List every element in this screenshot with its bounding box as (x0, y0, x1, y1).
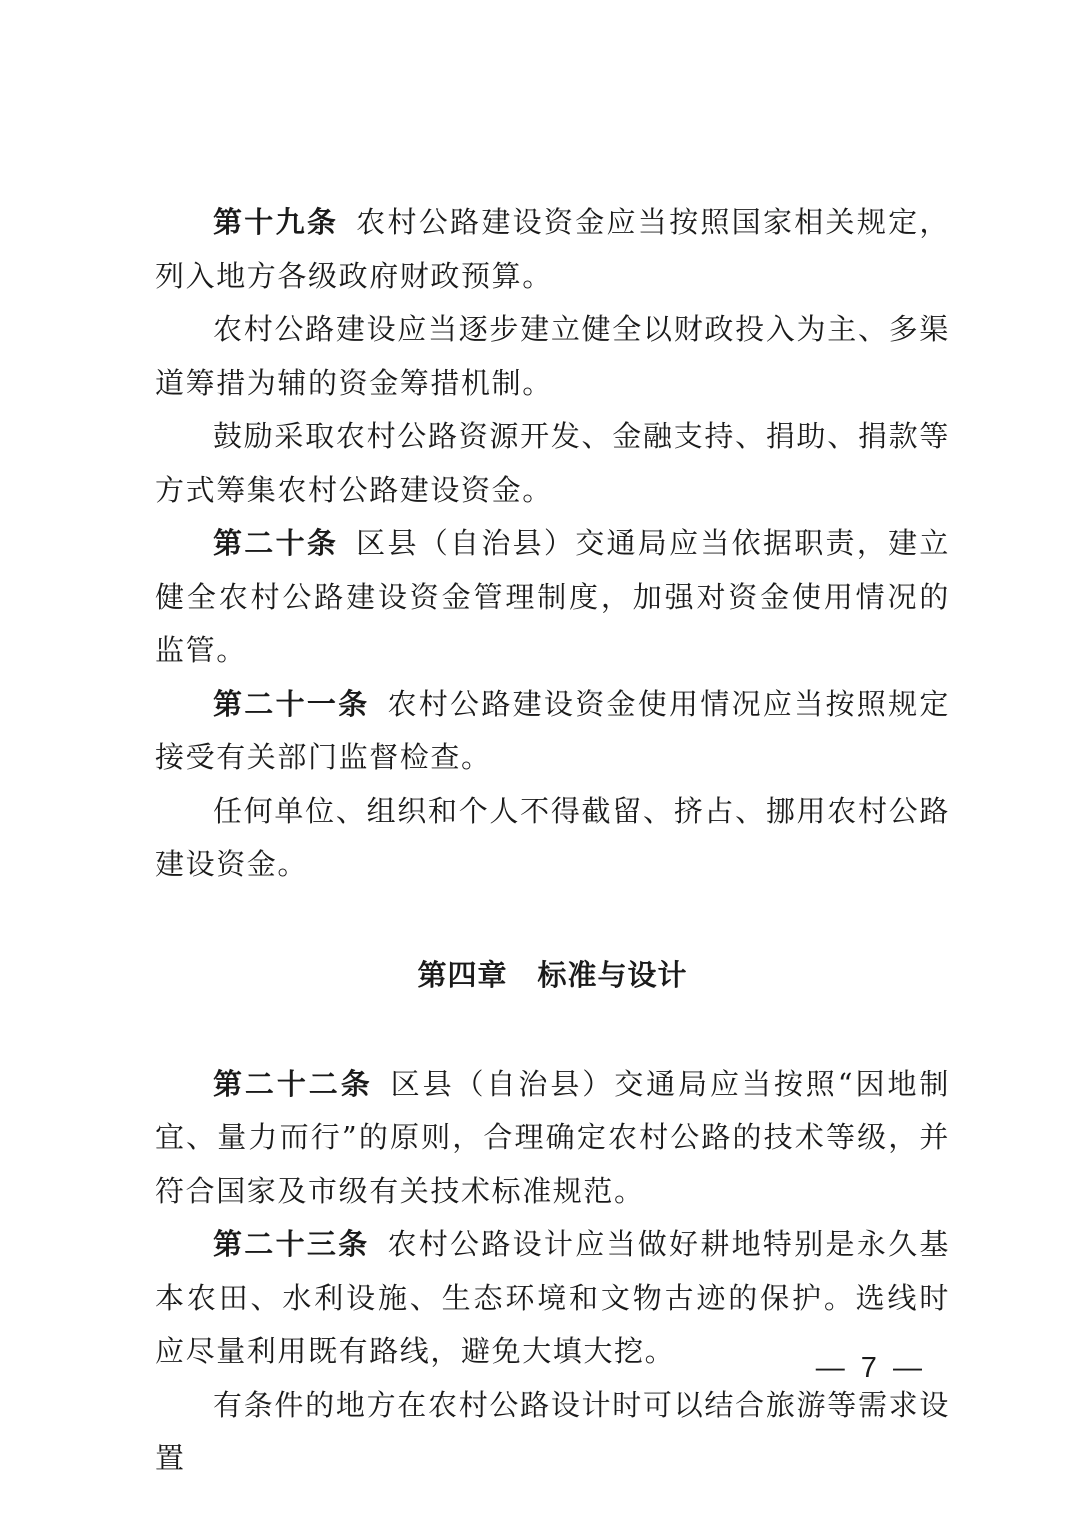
article-text: 农村公路建设资金应当按照国家相关规定，列入地方各级政府财政预算。 (155, 205, 950, 293)
article-text: 农村公路设计应当做好耕地特别是永久基本农田、水利设施、生态环境和文物古迹的保护。选线时应尽量利用既有路线，避免大填大挖。 (155, 1227, 950, 1368)
article-text: 农村公路建设资金使用情况应当按照规定接受有关部门监督检查。 (155, 686, 950, 774)
paragraph-text: 任何单位、组织和个人不得截留、挤占、挪用农村公路建设资金。 (155, 793, 950, 881)
article-19-paragraph-2 (155, 303, 950, 410)
page-number: — 7 — (815, 1352, 926, 1384)
article-label: 第二十三条 (213, 1227, 370, 1261)
chapter-title: 标准与设计 (537, 957, 688, 992)
chapter-number: 第四章 (417, 957, 508, 992)
article-text: 区县（自治县）交通局应当按照“因地制宜、量力而行”的原则，合理确定农村公路的技术等级，并符合国家及市级有关技术标准规范。 (155, 1066, 950, 1208)
article-label: 第二十一条 (213, 686, 370, 721)
article-21-paragraph-2 (155, 785, 950, 892)
article-text: 区县（自治县）交通局应当依据职责，建立健全农村公路建设资金管理制度，加强对资金使用情况的监管。 (155, 526, 950, 667)
article-22-paragraph (155, 1058, 950, 1219)
paragraph-text: 有条件的地方在农村公路设计时可以结合旅游等需求设置 (155, 1387, 950, 1475)
paragraph-text: 鼓励采取农村公路资源开发、金融支持、捐助、捐款等方式筹集农村公路建设资金。 (155, 419, 950, 507)
article-label: 第十九条 (213, 205, 339, 239)
article-19-paragraph (155, 196, 950, 303)
article-19-paragraph-3 (155, 410, 950, 517)
chapter-heading (155, 892, 950, 1058)
article-label: 第二十条 (213, 526, 339, 560)
article-23-paragraph-2 (155, 1379, 950, 1486)
article-21-paragraph (155, 678, 950, 785)
article-20-paragraph (155, 517, 950, 678)
document-body (155, 196, 950, 1486)
article-label: 第二十二条 (213, 1066, 373, 1101)
paragraph-text: 农村公路建设应当逐步建立健全以财政投入为主、多渠道筹措为辅的资金筹措机制。 (155, 312, 950, 400)
